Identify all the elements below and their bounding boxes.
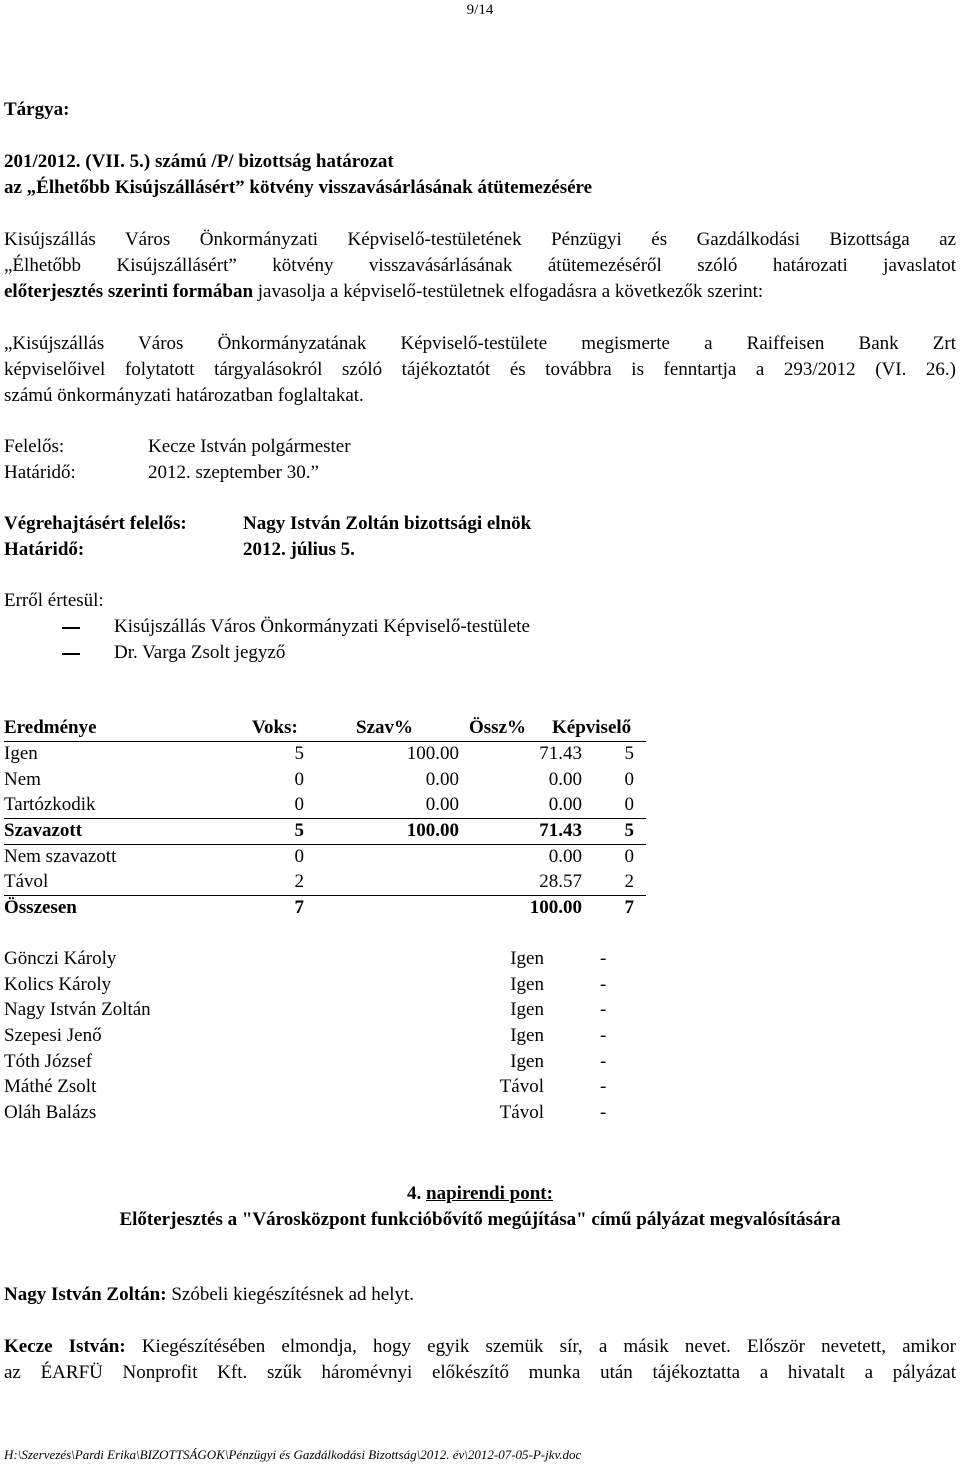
agenda-heading (0, 1181, 960, 1207)
vote-table-header (4, 715, 646, 742)
row-label: Nem szavazott (4, 846, 117, 867)
table-row (4, 792, 646, 819)
cell-voks: 0 (294, 769, 304, 790)
execution-value: Nagy István Zoltán bizottsági elnök (243, 513, 532, 534)
member-mark: - (600, 948, 607, 969)
member-mark: - (600, 974, 607, 995)
agenda-number: 4. (407, 1183, 422, 1204)
row-label: Nem (4, 769, 41, 790)
statement-kecze-line-2: az ÉARFÜ Nonprofit Kft. szűk háromévnyi előkészítő munka után tájékoztatta a hivatalt a pályázat (4, 1362, 956, 1383)
dash-icon (62, 653, 80, 655)
agenda-title: Előterjesztés a "Városközpont funkcióbővítő megújítása" című pályázat megvalósítására (119, 1209, 841, 1230)
cell-ossz: 0.00 (548, 846, 582, 867)
execution-label: Végrehajtásért felelős: (4, 513, 187, 534)
cell-voks: 5 (294, 820, 304, 841)
responsible-value: Kecze István polgármester (148, 436, 351, 457)
cell-kepviselo: 2 (624, 871, 634, 892)
table-row (4, 844, 646, 870)
header-result: Eredménye (4, 717, 97, 738)
agenda-label: napirendi pont: (426, 1183, 553, 1204)
list-item (4, 997, 624, 1023)
table-row (4, 741, 646, 767)
notified-label: Erről értesül: (4, 590, 104, 611)
subject-label: Tárgya: (4, 99, 70, 120)
member-mark: - (600, 1102, 607, 1123)
cell-voks: 7 (294, 897, 304, 918)
member-name: Nagy István Zoltán (4, 999, 151, 1020)
row-label: Összesen (4, 897, 77, 918)
cell-kepviselo: 5 (624, 743, 634, 764)
cell-voks: 0 (294, 794, 304, 815)
intro-line-2: „Élhetőbb Kisújszállásért” kötvény visszavásárlásának átütemezéséről szóló határozati javaslatot (4, 255, 956, 276)
list-item (4, 1100, 624, 1126)
intro-line-1: Kisújszállás Város Önkormányzati Képviselő-testületének Pénzügyi és Gazdálkodási Bizottsága az (4, 229, 956, 250)
intro-line-3-rest: javasolja a képviselő-testületnek elfogadásra a következők szerint: (253, 281, 764, 302)
member-name: Tóth József (4, 1051, 93, 1072)
cell-szav: 100.00 (406, 820, 459, 841)
execution-deadline-value: 2012. július 5. (243, 539, 355, 560)
deadline-value: 2012. szeptember 30.” (148, 462, 319, 483)
list-item (4, 1023, 624, 1049)
header-szav: Szav% (356, 717, 413, 738)
header-ossz: Össz% (469, 717, 526, 738)
member-vote: Igen (510, 974, 544, 995)
quote-line-2: képviselőivel folytatott tárgyalásokról szóló tájékoztatót és továbbra is fenntartja a 293/2012 (VI. 26.) (4, 359, 956, 380)
notified-item (62, 614, 530, 640)
cell-ossz: 100.00 (529, 897, 582, 918)
member-name: Kolics Károly (4, 974, 112, 995)
resolution-number: 201/2012. (VII. 5.) számú /P/ bizottság határozat (4, 151, 394, 172)
statement-nagy (4, 1282, 414, 1308)
statement-text: Kiegészítésében elmondja, hogy egyik szemük sír, a másik nevet. Először nevetett, amikor (125, 1336, 956, 1357)
member-vote: Igen (510, 1025, 544, 1046)
quote-line-3: számú önkormányzati határozatban foglaltakat. (4, 385, 364, 406)
cell-szav: 0.00 (425, 769, 459, 790)
member-vote: Távol (499, 1102, 544, 1123)
cell-szav: 0.00 (425, 794, 459, 815)
member-mark: - (600, 1025, 607, 1046)
execution-deadline-label: Határidő: (4, 539, 85, 560)
cell-szav: 100.00 (406, 743, 459, 764)
notified-item (62, 640, 285, 666)
cell-ossz: 71.43 (539, 820, 582, 841)
cell-ossz: 71.43 (539, 743, 582, 764)
member-vote: Igen (510, 1051, 544, 1072)
list-item (4, 946, 624, 972)
cell-ossz: 28.57 (539, 871, 582, 892)
list-item (4, 1074, 624, 1100)
row-label: Tartózkodik (4, 794, 96, 815)
speaker-name: Nagy István Zoltán: (4, 1284, 167, 1305)
member-name: Oláh Balázs (4, 1102, 97, 1123)
header-kepviselo: Képviselő (552, 717, 632, 738)
footer-file-path: H:\Szervezés\Pardi Erika\BIZOTTSÁGOK\Pénzügyi és Gazdálkodási Bizottság\2012. év\2012-07-05-P-jkv.doc (4, 1447, 582, 1462)
cell-voks: 0 (294, 846, 304, 867)
responsible-label: Felelős: (4, 436, 65, 457)
cell-ossz: 0.00 (548, 769, 582, 790)
member-vote: Távol (499, 1076, 544, 1097)
member-vote: Igen (510, 999, 544, 1020)
table-row (4, 869, 646, 896)
page-number: 9/14 (466, 2, 494, 18)
table-row (4, 818, 646, 845)
member-vote: Igen (510, 948, 544, 969)
quote-line-1: „Kisújszállás Város Önkormányzatának Képviselő-testülete megismerte a Raiffeisen Bank Zrt (4, 333, 956, 354)
header-voks: Voks: (252, 717, 298, 738)
cell-kepviselo: 0 (624, 769, 634, 790)
member-name: Máthé Zsolt (4, 1076, 97, 1097)
deadline-label: Határidő: (4, 462, 76, 483)
table-row (4, 767, 646, 793)
notified-item-text: Kisújszállás Város Önkormányzati Képviselő-testülete (114, 616, 530, 637)
row-label: Igen (4, 743, 38, 764)
cell-ossz: 0.00 (548, 794, 582, 815)
row-label: Szavazott (4, 820, 83, 841)
row-label: Távol (4, 871, 49, 892)
notified-item-text: Dr. Varga Zsolt jegyző (114, 642, 286, 663)
intro-line-3 (4, 279, 763, 305)
dash-icon (62, 627, 80, 629)
cell-kepviselo: 0 (624, 794, 634, 815)
resolution-title: az „Élhetőbb Kisújszállásért” kötvény visszavásárlásának átütemezésére (4, 177, 593, 198)
statement-kecze-line-1 (4, 1334, 956, 1360)
cell-kepviselo: 5 (624, 820, 634, 841)
cell-kepviselo: 0 (624, 846, 634, 867)
member-mark: - (600, 1076, 607, 1097)
speaker-name: Kecze István: (4, 1336, 126, 1357)
cell-kepviselo: 7 (624, 897, 634, 918)
intro-emphasis: előterjesztés szerinti formában (4, 281, 254, 302)
table-row (4, 895, 646, 921)
statement-text: Szóbeli kiegészítésnek ad helyt. (166, 1284, 415, 1305)
member-mark: - (600, 999, 607, 1020)
member-name: Gönczi Károly (4, 948, 117, 969)
cell-voks: 5 (294, 743, 304, 764)
cell-voks: 2 (294, 871, 304, 892)
member-name: Szepesi Jenő (4, 1025, 102, 1046)
member-mark: - (600, 1051, 607, 1072)
list-item (4, 972, 624, 998)
list-item (4, 1049, 624, 1075)
